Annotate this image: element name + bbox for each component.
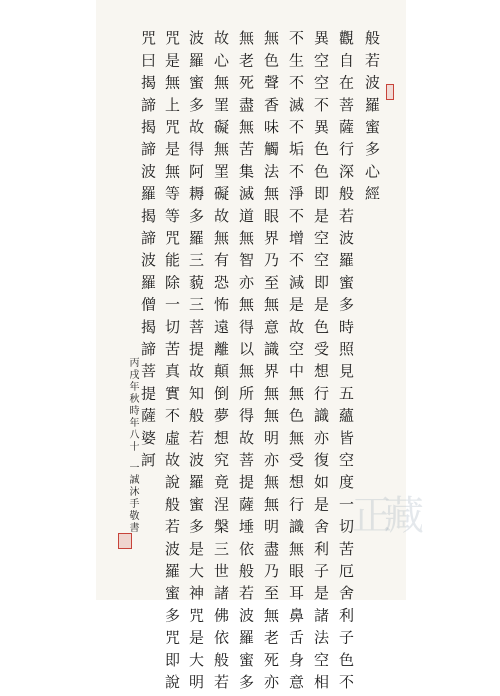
sutra-column-8: 咒是無上咒是無等等咒能除一切苦真實不虛故說般若波羅蜜多咒即說 bbox=[163, 30, 181, 696]
artist-seal-icon bbox=[118, 533, 132, 549]
sutra-column-3: 不生不滅不垢不淨不增不減是故空中無色無受想行識無眼耳鼻舌身意 bbox=[287, 30, 305, 696]
sutra-column-7: 波羅蜜多故得阿耨多羅三藐三菩提故知般若波羅蜜多是大神咒是大明 bbox=[187, 30, 205, 696]
sutra-title: 般若波羅蜜多心經 bbox=[363, 30, 381, 208]
leading-seal-icon bbox=[386, 84, 394, 100]
colophon-date: 丙戌年秋時年八十 bbox=[127, 357, 138, 453]
sutra-column-6: 故心無罣礙無罣礙故無有恐怖遠離顛倒夢想究竟涅槃三世諸佛依般若 bbox=[212, 30, 230, 696]
colophon-signature: 一誠沐手敬書 bbox=[127, 462, 138, 534]
sutra-column-5: 無老死盡無苦集滅道無智亦無得以無所得故菩提薩埵依般若波羅蜜多 bbox=[237, 30, 255, 696]
sutra-column-4: 無色聲香味觸法無眼界乃至無意識界無無明亦無無明盡乃至無老死亦 bbox=[262, 30, 280, 696]
watermark: 正藏 bbox=[352, 493, 416, 539]
sutra-column-2: 異空空不異色色即是空空即是色受想行識亦復如是舍利子是諸法空相 bbox=[312, 30, 330, 696]
sutra-column-9: 咒曰揭諦揭諦波羅揭諦波羅僧揭諦菩提薩婆訶 bbox=[139, 30, 157, 474]
sutra-column-1: 觀自在菩薩行深般若波羅蜜多時照見五蘊皆空度一切苦厄舍利子色不 bbox=[337, 30, 355, 696]
